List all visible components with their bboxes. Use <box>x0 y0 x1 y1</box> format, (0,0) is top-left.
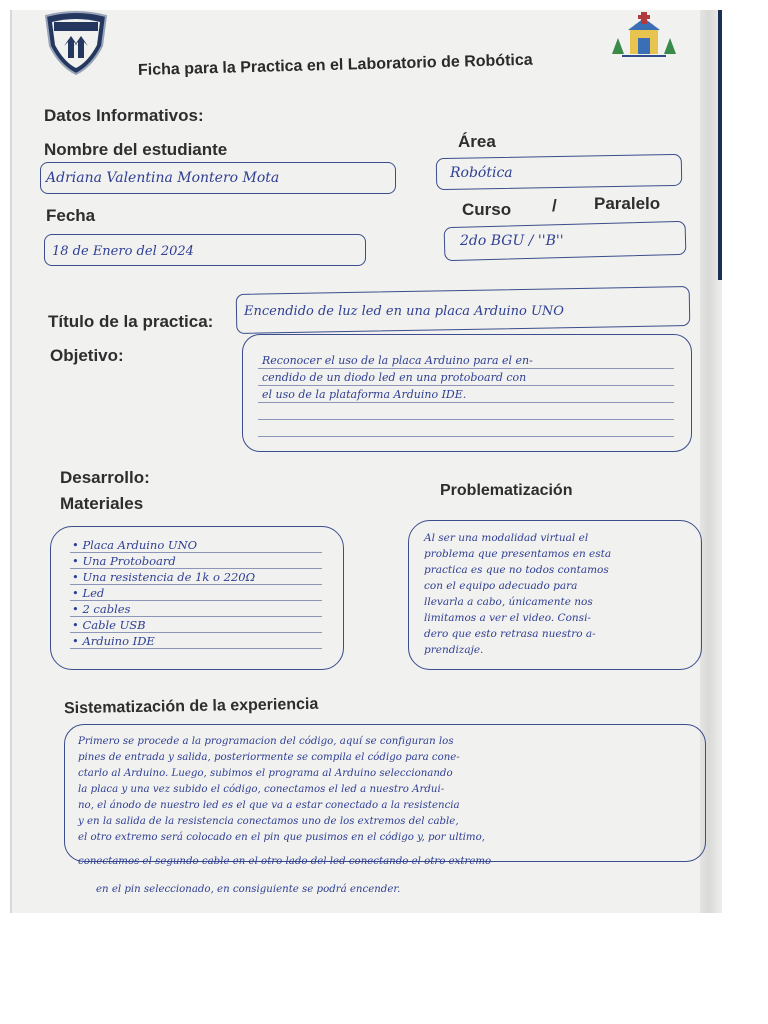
objetivo-line <box>258 368 674 369</box>
sistematizacion-text-line: Primero se procede a la programacion del código, aquí se configuran los <box>78 736 454 747</box>
sistematizacion-text-line: pines de entrada y salida, posteriormente se compila el código para cone- <box>78 752 460 763</box>
material-item: • 2 cables <box>72 602 131 616</box>
problematizacion-text-line: practica es que no todos contamos <box>424 564 609 576</box>
sistematizacion-text-line: no, el ánodo de nuestro led es el que va a estar conectado a la resistencia <box>78 800 460 811</box>
material-item: • Cable USB <box>72 618 146 632</box>
material-item: • Led <box>72 586 105 600</box>
objetivo-line <box>258 436 674 437</box>
material-item: • Una resistencia de 1k o 220Ω <box>72 570 256 584</box>
label-titulo: Título de la practica: <box>48 312 214 331</box>
area-value: Robótica <box>450 165 513 181</box>
materiales-line <box>70 648 322 649</box>
problematizacion-text-line: dero que esto retrasa nuestro a- <box>424 628 596 640</box>
problematizacion-text-line: Al ser una modalidad virtual el <box>424 532 589 544</box>
objetivo-text-line: Reconocer el uso de la placa Arduino para el en- <box>262 354 533 367</box>
problematizacion-text-line: limitamos a ver el video. Consi- <box>424 612 591 624</box>
sistematizacion-text-line: conectamos el segundo cable en el otro lado del led conectando el otro extremo <box>78 856 492 867</box>
worksheet-title: Ficha para la Practica en el Laboratorio de Robótica <box>137 51 533 79</box>
sistematizacion-text-line: ctarlo al Arduino. Luego, subimos el programa al Arduino seleccionando <box>78 768 453 779</box>
material-item: • Una Protoboard <box>72 554 176 568</box>
sistematizacion-text-line: la placa y una vez subido el código, conectamos el led a nuestro Ardui- <box>78 784 445 795</box>
objetivo-text-line: cendido de un diodo led en una protoboard con <box>262 371 527 384</box>
fecha-value: 18 de Enero del 2024 <box>52 244 194 259</box>
problematizacion-text-line: llevarla a cabo, únicamente nos <box>424 596 593 608</box>
church-seal-logo <box>608 10 680 60</box>
objetivo-text-line: el uso de la plataforma Arduino IDE. <box>262 388 467 401</box>
binder-edge <box>718 10 722 280</box>
problematizacion-text-line: con el equipo adecuado para <box>424 580 578 592</box>
label-area: Área <box>458 132 496 151</box>
titulo-value: Encendido de luz led en una placa Arduino UNO <box>244 304 564 319</box>
sistematizacion-text-line: y en la salida de la resistencia conectamos uno de los extremos del cable, <box>78 816 459 827</box>
label-problematizacion: Problematización <box>440 482 573 499</box>
label-paralelo: Paralelo <box>594 194 661 213</box>
problematizacion-text-line: prendizaje. <box>424 644 484 656</box>
material-item: • Placa Arduino UNO <box>72 538 198 552</box>
problematizacion-text-line: problema que presentamos en esta <box>424 548 612 560</box>
materiales-line <box>70 568 322 569</box>
materiales-line <box>70 632 322 633</box>
label-materiales: Materiales <box>60 494 144 513</box>
sistematizacion-text-line: el otro extremo será colocado en el pin que pusimos en el código y, por ultimo, <box>78 832 485 843</box>
sistematizacion-text-line: en el pin seleccionado, en consiguiente se podrá encender. <box>96 884 401 895</box>
section-datos-informativos: Datos Informativos: <box>44 106 204 125</box>
objetivo-line <box>258 402 674 403</box>
material-item: • Arduino IDE <box>72 634 155 648</box>
label-desarrollo: Desarrollo: <box>60 468 150 487</box>
materiales-line <box>70 584 322 585</box>
materiales-line <box>70 600 322 601</box>
label-nombre: Nombre del estudiante <box>44 140 228 159</box>
objetivo-line <box>258 385 674 386</box>
curso-value: 2do BGU / ''B'' <box>460 233 564 249</box>
materiales-line <box>70 552 322 553</box>
label-objetivo: Objetivo: <box>50 346 124 365</box>
label-slash: / <box>552 196 557 215</box>
school-shield-logo <box>40 10 112 76</box>
materiales-line <box>70 616 322 617</box>
nombre-value: Adriana Valentina Montero Mota <box>46 170 280 186</box>
label-curso: Curso <box>462 200 512 219</box>
label-fecha: Fecha <box>46 206 96 225</box>
label-sistematizacion: Sistematización de la experiencia <box>63 695 319 718</box>
objetivo-line <box>258 419 674 420</box>
